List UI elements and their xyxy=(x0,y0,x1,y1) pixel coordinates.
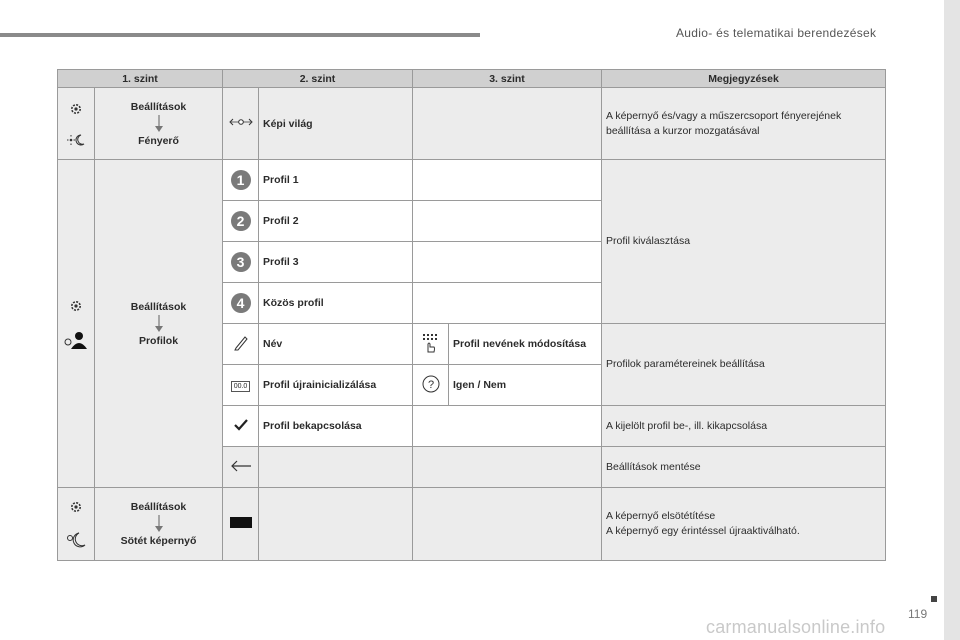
level2-label: Képi világ xyxy=(259,88,413,160)
profile-3-label: Profil 3 xyxy=(259,242,413,283)
level1-dark-screen xyxy=(95,488,223,561)
dark-icons-cell xyxy=(58,488,95,561)
col-header-notes: Megjegyzések xyxy=(602,70,886,88)
keyboard-touch-icon xyxy=(422,333,440,353)
arrow-down-icon xyxy=(154,515,164,533)
col-header-level3: 3. szint xyxy=(413,70,602,88)
note-line: A képernyő egy érintéssel újraaktiválható. xyxy=(606,525,800,537)
gear-icon xyxy=(69,299,83,313)
level1-profiles xyxy=(95,160,223,488)
profile-number-cell xyxy=(223,242,259,283)
level1-label: Beállítások xyxy=(130,501,187,513)
level1-label: Beállítások xyxy=(130,100,187,113)
level1-sub-label: Sötét képernyő xyxy=(120,535,197,547)
col-header-level1: 1. szint xyxy=(58,70,223,88)
profile-2-badge: 2 xyxy=(231,211,251,231)
level2-empty xyxy=(259,447,413,488)
level3-icon-cell xyxy=(413,365,449,406)
level1-sub-label: Fényerő xyxy=(138,134,179,147)
level2-icon-cell xyxy=(223,324,259,365)
gear-icon xyxy=(69,500,83,514)
level2-icon-cell xyxy=(223,365,259,406)
level1-brightness xyxy=(95,88,223,160)
note-cell xyxy=(602,488,886,561)
level3-empty xyxy=(413,283,602,324)
arrow-down-icon xyxy=(154,315,164,333)
note-cell: Beállítások mentése xyxy=(602,447,886,488)
slider-arrows-icon xyxy=(229,117,253,127)
profile-1-label: Profil 1 xyxy=(259,160,413,201)
checkmark-icon xyxy=(234,419,248,431)
level3-empty xyxy=(413,201,602,242)
table-row xyxy=(58,160,886,201)
profile-3-badge: 3 xyxy=(231,252,251,272)
level3-empty xyxy=(413,447,602,488)
profile-common-badge: 4 xyxy=(231,293,251,313)
level1-label: Beállítások xyxy=(130,300,187,313)
brightness-icons-cell xyxy=(58,88,95,160)
level1-sub-label: Profilok xyxy=(138,334,179,347)
reset-label: Profil újrainicializálása xyxy=(259,365,413,406)
svg-text:?: ? xyxy=(427,378,434,391)
sun-moon-icon xyxy=(67,134,85,146)
profile-number-cell xyxy=(223,160,259,201)
level3-empty xyxy=(413,242,602,283)
activate-label: Profil bekapcsolása xyxy=(259,406,413,447)
settings-table xyxy=(57,69,886,561)
level3-empty xyxy=(413,160,602,201)
table-header-row xyxy=(58,70,886,88)
note-cell: A kijelölt profil be-, ill. kikapcsolása xyxy=(602,406,886,447)
name-edit-label: Profil nevének módosítása xyxy=(449,324,602,365)
page-edge-strip xyxy=(944,0,960,640)
page-bullet xyxy=(931,596,937,602)
black-screen-icon xyxy=(230,517,252,528)
col-header-level2: 2. szint xyxy=(223,70,413,88)
note-cell: Profilok paramétereinek beállítása xyxy=(602,324,886,406)
profiles-icons-cell xyxy=(58,160,95,488)
level2-icon-cell xyxy=(223,488,259,561)
pencil-icon xyxy=(233,335,249,351)
table-row xyxy=(58,88,886,160)
yes-no-label: Igen / Nem xyxy=(449,365,602,406)
level2-icon-cell xyxy=(223,88,259,160)
watermark: carmanualsonline.info xyxy=(706,617,886,637)
back-arrow-icon xyxy=(230,459,252,473)
profile-number-cell xyxy=(223,201,259,242)
reset-counter-icon: 00.0 xyxy=(231,381,251,392)
note-cell: A képernyő és/vagy a műszercsoport fényerejének beállítása a kurzor mozgatásával xyxy=(602,88,886,160)
level3-icon-cell xyxy=(413,324,449,365)
name-label: Név xyxy=(259,324,413,365)
page-section-title: Audio- és telematikai berendezések xyxy=(676,26,877,40)
note-cell: Profil kiválasztása xyxy=(602,160,886,324)
table-row xyxy=(58,488,886,561)
profile-number-cell xyxy=(223,283,259,324)
profile-1-badge: 1 xyxy=(231,170,251,190)
level2-empty xyxy=(259,488,413,561)
user-profile-icon xyxy=(64,331,88,349)
note-line: A képernyő elsötétítése xyxy=(606,510,716,522)
page-number: 119 xyxy=(908,607,928,621)
level3-empty xyxy=(413,406,602,447)
gear-icon xyxy=(69,102,83,116)
arrow-down-icon xyxy=(154,115,164,133)
question-icon xyxy=(422,375,440,393)
header-rule xyxy=(0,33,480,37)
profile-common-label: Közös profil xyxy=(259,283,413,324)
moon-icon xyxy=(66,532,86,548)
level3-empty xyxy=(413,88,602,160)
level2-icon-cell xyxy=(223,406,259,447)
level2-icon-cell xyxy=(223,447,259,488)
level3-empty xyxy=(413,488,602,561)
profile-2-label: Profil 2 xyxy=(259,201,413,242)
